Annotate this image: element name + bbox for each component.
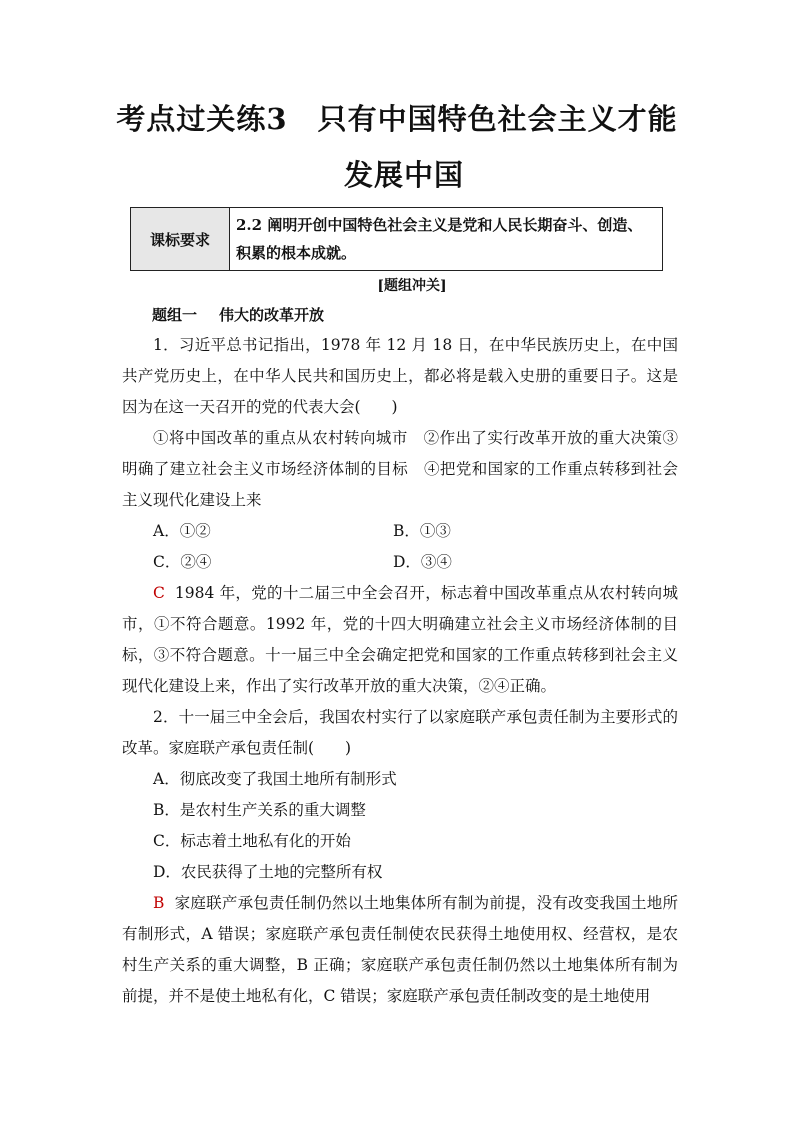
standard-content (230, 208, 662, 270)
q1-options-row (122, 547, 678, 578)
curriculum-standard-table (130, 207, 663, 271)
q1-option-b: B．①③ (393, 522, 451, 540)
question-1-statements (122, 423, 678, 516)
question-2-stem (122, 702, 678, 764)
page-title-line-1: 考点过关练3 只有中国特色社会主义才能 (116, 102, 678, 136)
q1-option-c: C．②④ (153, 553, 212, 571)
section-topic: 伟大的改革开放 (219, 306, 325, 324)
q2-option-b: B．是农村生产关系的重大调整 (153, 801, 366, 819)
q2-expl-line: 农村生产关系的重大调整，B 正确；家庭联产承包责任制仍然以土地集体所有制 (122, 925, 678, 974)
page-title-line-2: 发展中国 (343, 158, 464, 192)
section-name: 题组一 (152, 306, 198, 324)
q1-expl-line: 市，①不符合题意。1992 年，党的十四大明确建立社会主义市场经济体制的目 (122, 615, 678, 633)
q1-option-a: A．①② (153, 522, 211, 540)
q2-stem-line: 2．十一届三中全会后，我国农村实行了以家庭联产承包责任制为主要形式 (153, 708, 663, 726)
q2-expl-line: 所有制形式，A 错误；家庭联产承包责任制使农民获得土地使用权、经营权，是 (122, 894, 678, 943)
q2-expl-line: 家庭联产承包责任制仍然以土地集体所有制为前提，没有改变我国土地 (174, 894, 663, 912)
q1-option-d: D．③④ (393, 553, 452, 571)
q2-stem-line: 的改革。家庭联产承包责任制( ) (122, 708, 678, 757)
q1-expl-line: 义现代化建设上来，作出了实行改革开放的重大决策，②④正确。 (122, 646, 678, 695)
q1-answer: C (153, 584, 165, 602)
question-2 (122, 702, 678, 1012)
q1-stem-line: 因为在这一天召开的党的代表大会( ) (122, 398, 398, 416)
question-content (122, 330, 678, 1012)
q2-option-c: C．标志着土地私有化的开始 (153, 832, 351, 850)
q1-statement: ①将中国改革的重点从农村转向城市 ②作出了实行改革开放的重大决策 (153, 429, 663, 447)
standard-label: 课标要求 (131, 208, 230, 270)
standard-line: 积累的根本成就。 (236, 244, 357, 262)
q1-stem-line: 产党历史上，在中华人民共和国历史上，都必将是载入史册的重要日子。这是 (137, 367, 678, 385)
q1-statement: ③明确了建立社会主义市场经济体制的目标 ④把党和国家的工作重点转移到 (122, 429, 678, 478)
group-tag: [题组冲关] (377, 278, 447, 294)
question-1-explanation (122, 578, 678, 702)
question-1-stem (122, 330, 678, 423)
q1-options-row (122, 516, 678, 547)
standard-line: 2.2 阐明开创中国特色社会主义是党和人民长期奋斗、创造、 (236, 216, 643, 234)
question-1 (122, 330, 678, 702)
q1-stem-line: 1．习近平总书记指出，1978 年 12 月 18 日，在中华民族历史上，在中国共 (122, 336, 678, 385)
q2-option-d: D．农民获得了土地的完整所有权 (153, 863, 383, 881)
q2-option-a: A．彻底改变了我国土地所有制形式 (153, 770, 397, 788)
section-heading (152, 304, 324, 325)
q2-expl-line: 为前提，并不是使土地私有化，C 错误；家庭联产承包责任制改变的是土地使用 (122, 956, 678, 1005)
q1-statement: 社会主义现代化建设上来 (122, 460, 678, 509)
q1-expl-line: 标，③不符合题意。十一届三中全会确定把党和国家的工作重点转移到社会主 (122, 646, 663, 664)
q1-expl-line: 1984 年，党的十二届三中全会召开，标志着中国改革重点从农村转向城 (174, 584, 678, 602)
q2-answer: B (153, 894, 165, 912)
question-2-explanation (122, 888, 678, 1012)
